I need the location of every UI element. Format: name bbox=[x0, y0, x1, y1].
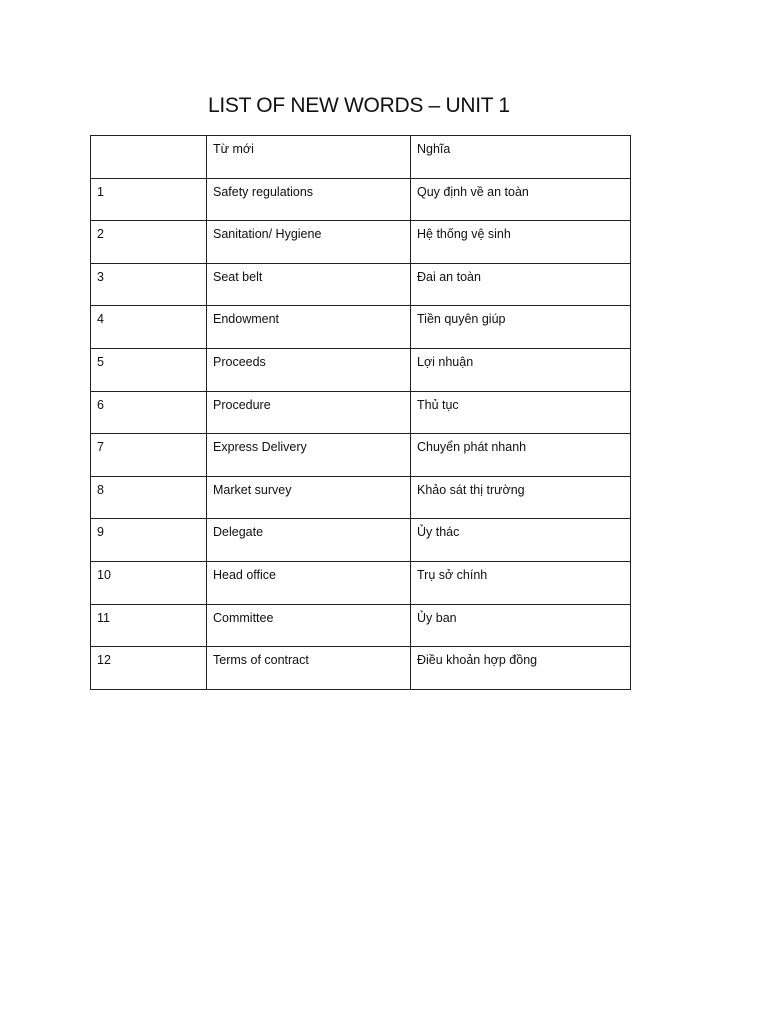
page-title: LIST OF NEW WORDS – UNIT 1 bbox=[208, 94, 510, 117]
row-number: 2 bbox=[91, 221, 207, 264]
row-number: 10 bbox=[91, 561, 207, 604]
row-word: Committee bbox=[207, 604, 411, 647]
table-row bbox=[91, 561, 631, 604]
row-meaning: Quy định về an toàn bbox=[411, 178, 631, 221]
row-meaning: Hệ thống vệ sinh bbox=[411, 221, 631, 264]
row-number: 1 bbox=[91, 178, 207, 221]
row-word: Delegate bbox=[207, 519, 411, 562]
row-word: Seat belt bbox=[207, 263, 411, 306]
table-header-row bbox=[91, 136, 631, 179]
row-meaning: Ủy ban bbox=[411, 604, 631, 647]
row-number: 6 bbox=[91, 391, 207, 434]
header-new-word: Từ mới bbox=[207, 136, 411, 179]
row-number: 3 bbox=[91, 263, 207, 306]
row-word: Sanitation/ Hygiene bbox=[207, 221, 411, 264]
row-number: 11 bbox=[91, 604, 207, 647]
row-word: Procedure bbox=[207, 391, 411, 434]
table-row bbox=[91, 348, 631, 391]
row-word: Head office bbox=[207, 561, 411, 604]
row-meaning: Chuyển phát nhanh bbox=[411, 434, 631, 477]
row-meaning: Ủy thác bbox=[411, 519, 631, 562]
table-row bbox=[91, 604, 631, 647]
table-row bbox=[91, 476, 631, 519]
row-number: 12 bbox=[91, 647, 207, 690]
row-meaning: Điều khoản hợp đồng bbox=[411, 647, 631, 690]
table-row bbox=[91, 519, 631, 562]
row-number: 9 bbox=[91, 519, 207, 562]
table-row bbox=[91, 178, 631, 221]
row-meaning: Đai an toàn bbox=[411, 263, 631, 306]
table-row bbox=[91, 647, 631, 690]
row-meaning: Lợi nhuận bbox=[411, 348, 631, 391]
row-word: Safety regulations bbox=[207, 178, 411, 221]
table-row bbox=[91, 391, 631, 434]
row-word: Proceeds bbox=[207, 348, 411, 391]
row-number: 4 bbox=[91, 306, 207, 349]
table-row bbox=[91, 221, 631, 264]
row-meaning: Khảo sát thị trường bbox=[411, 476, 631, 519]
row-meaning: Tiền quyên giúp bbox=[411, 306, 631, 349]
header-number bbox=[91, 136, 207, 179]
row-meaning: Thủ tục bbox=[411, 391, 631, 434]
row-meaning: Trụ sở chính bbox=[411, 561, 631, 604]
table-row bbox=[91, 434, 631, 477]
row-word: Express Delivery bbox=[207, 434, 411, 477]
header-meaning: Nghĩa bbox=[411, 136, 631, 179]
row-word: Terms of contract bbox=[207, 647, 411, 690]
table-row bbox=[91, 263, 631, 306]
vocabulary-table bbox=[90, 135, 631, 690]
row-word: Market survey bbox=[207, 476, 411, 519]
row-number: 7 bbox=[91, 434, 207, 477]
table-row bbox=[91, 306, 631, 349]
row-number: 8 bbox=[91, 476, 207, 519]
row-number: 5 bbox=[91, 348, 207, 391]
row-word: Endowment bbox=[207, 306, 411, 349]
